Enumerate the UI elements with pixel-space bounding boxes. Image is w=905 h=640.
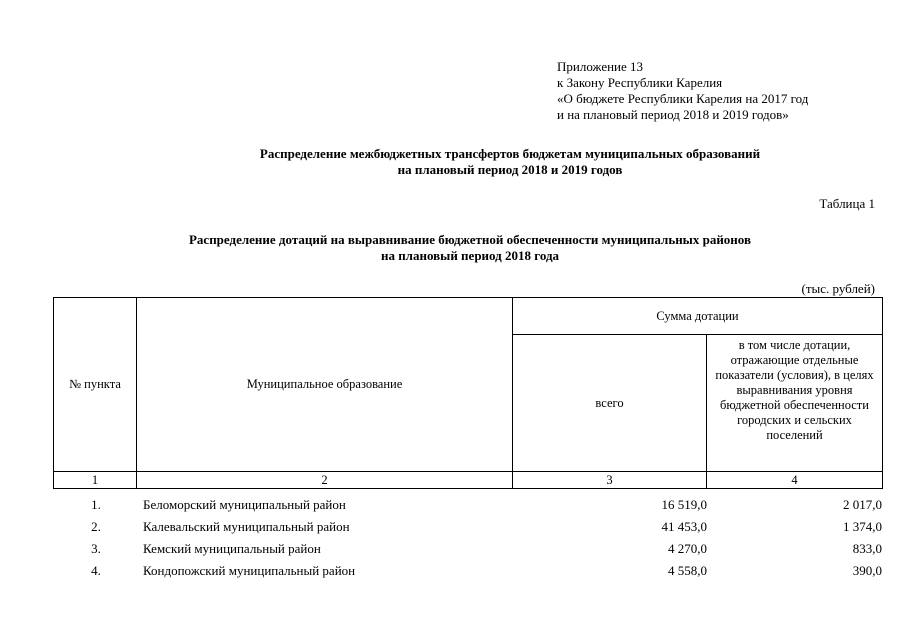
table-title-line: Распределение дотаций на выравнивание бюджетной обеспеченности муниципальных районов [188,232,751,247]
row-municipality: Беломорский муниципальный район [143,497,346,512]
header-index: 1 [54,472,137,489]
header-municipality: Муниципальное образование [137,298,513,472]
table-title [0,232,905,264]
row-total: 41 453,0 [661,519,707,534]
header-index: 4 [707,472,883,489]
row-including: 833,0 [852,541,882,556]
header-subsidy-sum: Сумма дотации [513,298,883,335]
units-label: (тыс. рублей) [801,281,875,296]
table-title-line: на плановый период 2018 года [380,248,560,263]
table-number: Таблица 1 [819,196,875,211]
appendix-line: и на плановый период 2018 и 2019 годов» [557,107,789,122]
row-number: 1. [91,497,101,512]
document-title-line: Распределение межбюджетных трансфертов бюджетам муниципальных образований [259,146,761,161]
appendix-line: «О бюджете Республики Карелия на 2017 год [557,91,809,106]
row-total: 4 270,0 [668,541,707,556]
table-body [53,494,886,582]
row-including: 390,0 [852,563,882,578]
row-number: 3. [91,541,101,556]
table-row [53,494,886,516]
table-header [53,297,883,489]
appendix-line: к Закону Республики Карелия [557,75,723,90]
row-including: 1 374,0 [843,519,882,534]
header-index: 3 [513,472,707,489]
header-number: № пункта [54,298,137,472]
table-row [53,516,886,538]
document-title [0,146,905,178]
appendix-line: Приложение 13 [557,59,644,74]
table-row [53,538,886,560]
row-number: 4. [91,563,101,578]
row-total: 4 558,0 [668,563,707,578]
appendix-reference [557,59,808,123]
row-total: 16 519,0 [661,497,707,512]
row-municipality: Кемский муниципальный район [143,541,321,556]
row-municipality: Калевальский муниципальный район [143,519,350,534]
table-row [53,560,886,582]
row-municipality: Кондопожский муниципальный район [143,563,356,578]
row-including: 2 017,0 [843,497,882,512]
row-number: 2. [91,519,101,534]
document-title-line: на плановый период 2018 и 2019 годов [397,162,623,177]
header-including: в том числе дотации, отражающие отдельные показатели (условия), в целях выравнивания уровня бюджетной обеспеченности городских и сельских поселений [707,335,883,472]
header-total: всего [513,335,707,472]
header-index: 2 [137,472,513,489]
